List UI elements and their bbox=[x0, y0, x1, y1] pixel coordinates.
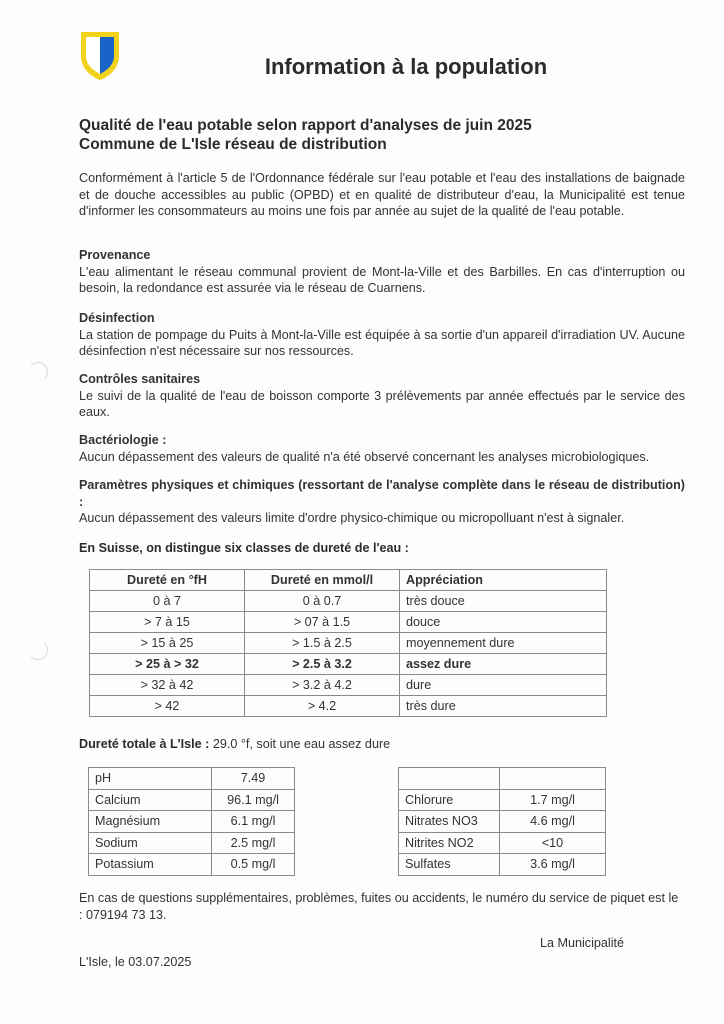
table-row bbox=[90, 633, 607, 654]
parameter-name bbox=[399, 768, 500, 790]
subtitle-line: Qualité de l'eau potable selon rapport d'analyses de juin 2025 bbox=[79, 117, 532, 134]
table-row bbox=[89, 832, 295, 854]
parameter-value: <10 bbox=[500, 832, 606, 854]
section-heading: Provenance bbox=[79, 248, 151, 262]
table-row bbox=[399, 811, 606, 833]
section-text: Aucun dépassement des valeurs de qualité n'a été observé concernant les analyses microbiologiques. bbox=[79, 449, 650, 464]
parameter-value: 0.5 mg/l bbox=[212, 854, 295, 876]
column-header: Dureté en mmol/l bbox=[245, 570, 400, 591]
signature: La Municipalité bbox=[540, 936, 625, 950]
table-row bbox=[90, 591, 607, 612]
punch-hole-mark bbox=[28, 362, 48, 382]
table-row-highlighted bbox=[90, 654, 607, 675]
section-heading: Désinfection bbox=[79, 311, 155, 325]
table-row bbox=[89, 789, 295, 811]
column-header: Dureté en °fH bbox=[90, 570, 245, 591]
table-header-row bbox=[90, 570, 607, 591]
section-heading: Contrôles sanitaires bbox=[79, 372, 201, 386]
parameter-value: 2.5 mg/l bbox=[212, 832, 295, 854]
table-row bbox=[89, 854, 295, 876]
table-row bbox=[89, 811, 295, 833]
parameter-name: Sulfates bbox=[399, 854, 500, 876]
parameter-name: Chlorure bbox=[399, 789, 500, 811]
section-text: Aucun dépassement des valeurs limite d'ordre physico-chimique ou micropolluant n'est à signaler. bbox=[79, 511, 625, 525]
table-row bbox=[90, 612, 607, 633]
place-date: L'Isle, le 03.07.2025 bbox=[79, 955, 192, 969]
section-text: Le suivi de la qualité de l'eau de boisson comporte 3 prélèvements par année effectués par le service des eaux. bbox=[79, 388, 685, 419]
chemistry-table-right bbox=[398, 767, 606, 876]
section-heading: Paramètres physiques et chimiques (ressortant de l'analyse complète dans le réseau de distribution) : bbox=[79, 478, 685, 509]
hardness-fh-cell: > 25 à > 32 bbox=[90, 654, 245, 675]
hardness-label-cell: moyennement dure bbox=[400, 633, 607, 654]
table-row bbox=[399, 832, 606, 854]
hardness-fh-cell: > 42 bbox=[90, 696, 245, 717]
hardness-mmol-cell: > 1.5 à 2.5 bbox=[245, 633, 400, 654]
parameter-name: pH bbox=[89, 768, 212, 790]
hardness-fh-cell: 0 à 7 bbox=[90, 591, 245, 612]
table-row bbox=[399, 854, 606, 876]
section-heading: Bactériologie : bbox=[79, 433, 167, 447]
chemistry-table-left bbox=[88, 767, 295, 876]
table-row bbox=[89, 768, 295, 790]
parameter-name: Potassium bbox=[89, 854, 212, 876]
hardness-intro: En Suisse, on distingue six classes de dureté de l'eau : bbox=[79, 541, 409, 555]
section-text: La station de pompage du Puits à Mont-la-Ville est équipée à sa sortie d'un appareil d'irradiation UV. Aucune désinfection n'est nécessaire sur nos ressources. bbox=[79, 327, 685, 358]
parameter-name: Sodium bbox=[89, 832, 212, 854]
hardness-label-cell: assez dure bbox=[400, 654, 607, 675]
parameter-value bbox=[500, 768, 606, 790]
parameter-value: 7.49 bbox=[212, 768, 295, 790]
contact-paragraph: En cas de questions supplémentaires, problèmes, fuites ou accidents, le numéro du service de piquet est le : 079194 73 13. bbox=[79, 891, 679, 922]
hardness-mmol-cell: > 3.2 à 4.2 bbox=[245, 675, 400, 696]
section-provenance bbox=[79, 247, 685, 297]
section-controles bbox=[79, 371, 685, 421]
column-header: Appréciation bbox=[400, 570, 607, 591]
parameter-name: Nitrites NO2 bbox=[399, 832, 500, 854]
parameter-name: Calcium bbox=[89, 789, 212, 811]
section-desinfection bbox=[79, 310, 685, 360]
hardness-mmol-cell: > 07 à 1.5 bbox=[245, 612, 400, 633]
table-row bbox=[90, 675, 607, 696]
table-row bbox=[399, 768, 606, 790]
hardness-fh-cell: > 7 à 15 bbox=[90, 612, 245, 633]
hardness-label-cell: douce bbox=[400, 612, 607, 633]
hardness-mmol-cell: 0 à 0.7 bbox=[245, 591, 400, 612]
hardness-mmol-cell: > 4.2 bbox=[245, 696, 400, 717]
section-text: L'eau alimentant le réseau communal provient de Mont-la-Ville et des Barbilles. En cas d'interruption ou besoin, la redondance est assurée via le réseau de Cuarnens. bbox=[79, 264, 685, 295]
section-bacteriologie bbox=[79, 432, 685, 465]
total-hardness-value: 29.0 °f, soit une eau assez dure bbox=[209, 737, 391, 751]
document-subtitle bbox=[79, 116, 532, 154]
parameter-value: 96.1 mg/l bbox=[212, 789, 295, 811]
table-row bbox=[399, 789, 606, 811]
parameter-name: Nitrates NO3 bbox=[399, 811, 500, 833]
total-hardness bbox=[79, 737, 390, 751]
hardness-label-cell: très dure bbox=[400, 696, 607, 717]
parameter-name: Magnésium bbox=[89, 811, 212, 833]
hardness-classes-table bbox=[89, 569, 607, 717]
hardness-label-cell: dure bbox=[400, 675, 607, 696]
parameter-value: 3.6 mg/l bbox=[500, 854, 606, 876]
parameter-value: 1.7 mg/l bbox=[500, 789, 606, 811]
hardness-fh-cell: > 15 à 25 bbox=[90, 633, 245, 654]
subtitle-line: Commune de L'Isle réseau de distribution bbox=[79, 136, 387, 153]
page-title: Information à la population bbox=[264, 54, 548, 79]
punch-hole-mark bbox=[28, 640, 48, 660]
hardness-label-cell: très douce bbox=[400, 591, 607, 612]
parameter-value: 4.6 mg/l bbox=[500, 811, 606, 833]
table-row bbox=[90, 696, 607, 717]
parameter-value: 6.1 mg/l bbox=[212, 811, 295, 833]
hardness-fh-cell: > 32 à 42 bbox=[90, 675, 245, 696]
total-hardness-label: Dureté totale à L'Isle : bbox=[79, 737, 210, 751]
section-parametres bbox=[79, 477, 685, 527]
intro-paragraph: Conformément à l'article 5 de l'Ordonnance fédérale sur l'eau potable et l'eau des installations de baignade et de douche accessibles au public (OPBD) et en qualité de distributeur d'eau, la Municipalité est tenue d'informer les consommateurs au moins une fois par année au sujet de la qualité de l'eau potable. bbox=[79, 171, 685, 218]
hardness-mmol-cell: > 2.5 à 3.2 bbox=[245, 654, 400, 675]
